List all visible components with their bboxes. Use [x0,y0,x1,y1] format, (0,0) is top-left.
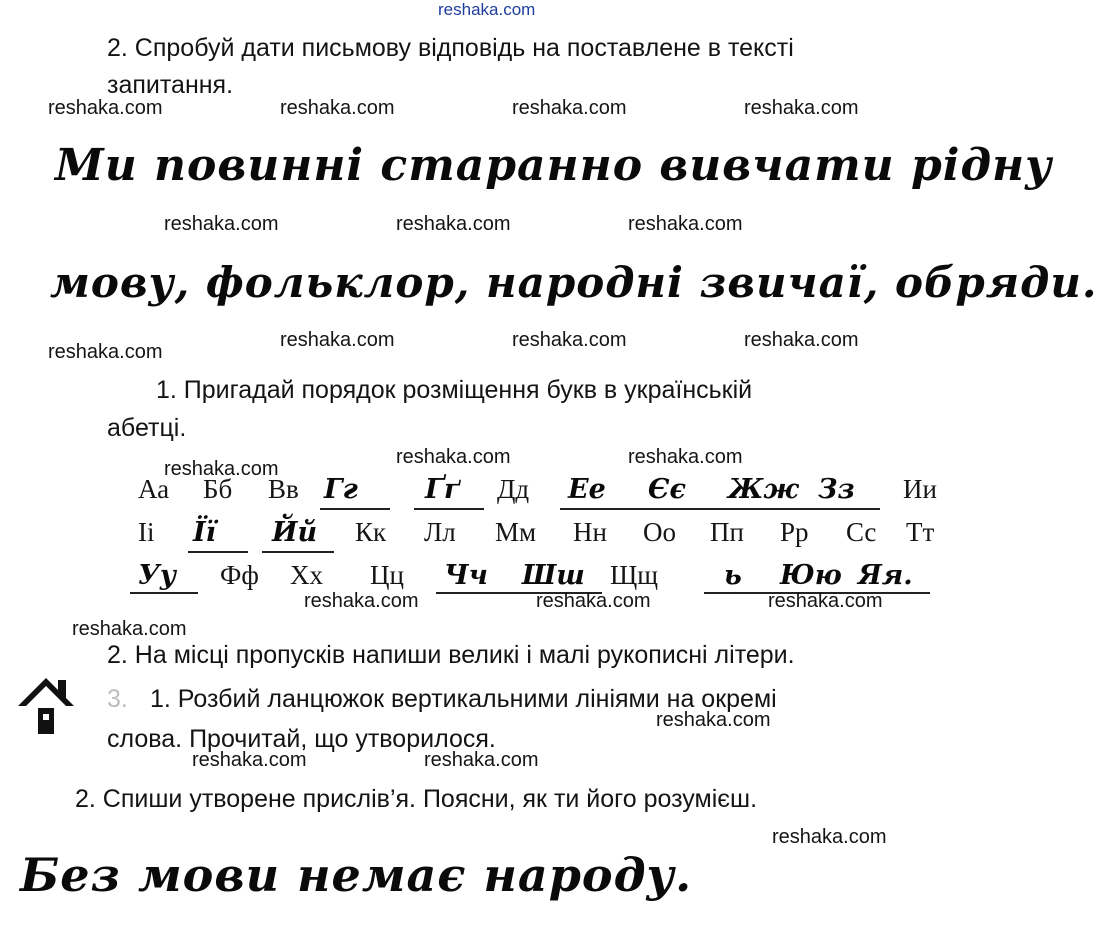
handwritten-letter: Її [193,517,216,548]
handwritten-letter: Юю [780,560,842,591]
alphabet-letter: Іі [138,517,155,547]
alphabet-letter: Ии [903,474,937,504]
watermark: reshaka.com [512,97,627,119]
handwritten-letter: Жж [728,474,799,505]
exercise3-task1-line1: 1. Розбий ланцюжок вертикальними лініями на окремі [150,685,777,713]
exercise3-task1-line2: слова. Прочитай, що утворилося. [107,725,496,753]
watermark: reshaka.com [48,97,163,119]
watermark: reshaka.com [72,618,187,640]
alphabet-row-1 [0,474,971,514]
alphabet-letter: Щщ [610,560,659,590]
alphabet-letter: Рр [780,517,809,547]
home-icon [16,674,76,736]
alphabet-letter: Мм [495,517,537,547]
watermark: reshaka.com [280,329,395,351]
task2-line2: запитання. [107,71,234,99]
watermark: reshaka.com [396,213,511,235]
watermark: reshaka.com [512,329,627,351]
watermark: reshaka.com [768,590,883,612]
watermark: reshaka.com [192,749,307,771]
alphabet-letter: Фф [220,560,259,590]
handwritten-letter: Чч [444,560,488,591]
watermark: reshaka.com [744,329,859,351]
alphabet-letter: Бб [203,474,233,504]
exercise3-number: 3. [107,685,128,713]
watermark: reshaka.com [164,213,279,235]
watermark: reshaka.com [280,97,395,119]
handwritten-letter: Йй [272,517,318,548]
watermark: reshaka.com [424,749,539,771]
alphabet-letter: Аа [138,474,170,504]
watermark: reshaka.com [396,446,511,468]
watermark: reshaka.com [656,709,771,731]
handwritten-answer-line1: Ми повинні старанно вивчати рідну [55,140,1053,191]
watermark: reshaka.com [772,826,887,848]
alphabet-task2: 2. На місці пропусків напиши великі і малі рукописні літери. [107,641,795,669]
alphabet-letter: Пп [710,517,744,547]
handwritten-answer-line2: мову, фольклор, народні звичаї, обряди. [50,258,1098,307]
handwritten-letter: Зз [818,474,855,505]
alphabet-letter: Оо [643,517,676,547]
handwritten-letter: Ее [568,474,606,505]
watermark: reshaka.com [628,213,743,235]
handwritten-letter: Яя. [858,560,913,591]
handwritten-letter: Гг [324,474,358,505]
watermark: reshaka.com [48,341,163,363]
handwritten-letter: Шш [522,560,585,591]
watermark-top: reshaka.com [438,0,536,19]
alphabet-letter: Тт [906,517,935,547]
watermark: reshaka.com [744,97,859,119]
handwritten-letter: Єє [648,474,686,505]
alphabet-row-2 [0,517,971,557]
watermark: reshaka.com [304,590,419,612]
watermark: reshaka.com [536,590,651,612]
task2-line1: 2. Спробуй дати письмову відповідь на поставлене в тексті [107,34,794,62]
alphabet-letter: Сс [846,517,877,547]
handwritten-proverb: Без мови немає народу. [20,848,693,902]
alphabet-letter: Цц [370,560,404,590]
alphabet-task1-line2: абетці. [107,414,187,442]
alphabet-letter: Лл [424,517,456,547]
handwritten-letter: Ґґ [425,474,461,505]
alphabet-letter: Вв [268,474,299,504]
watermark: reshaka.com [628,446,743,468]
exercise3-task2: 2. Спиши утворене прислів’я. Поясни, як ти його розумієш. [75,785,758,813]
alphabet-task1-line1: 1. Пригадай порядок розміщення букв в українській [156,376,753,404]
watermark: reshaka.com [164,458,279,480]
alphabet-letter: Хх [290,560,323,590]
handwritten-letter: Уу [138,560,177,591]
alphabet-letter: Кк [355,517,387,547]
alphabet-letter: Нн [573,517,607,547]
handwritten-letter: ь [724,560,742,591]
alphabet-letter: Дд [497,474,530,504]
